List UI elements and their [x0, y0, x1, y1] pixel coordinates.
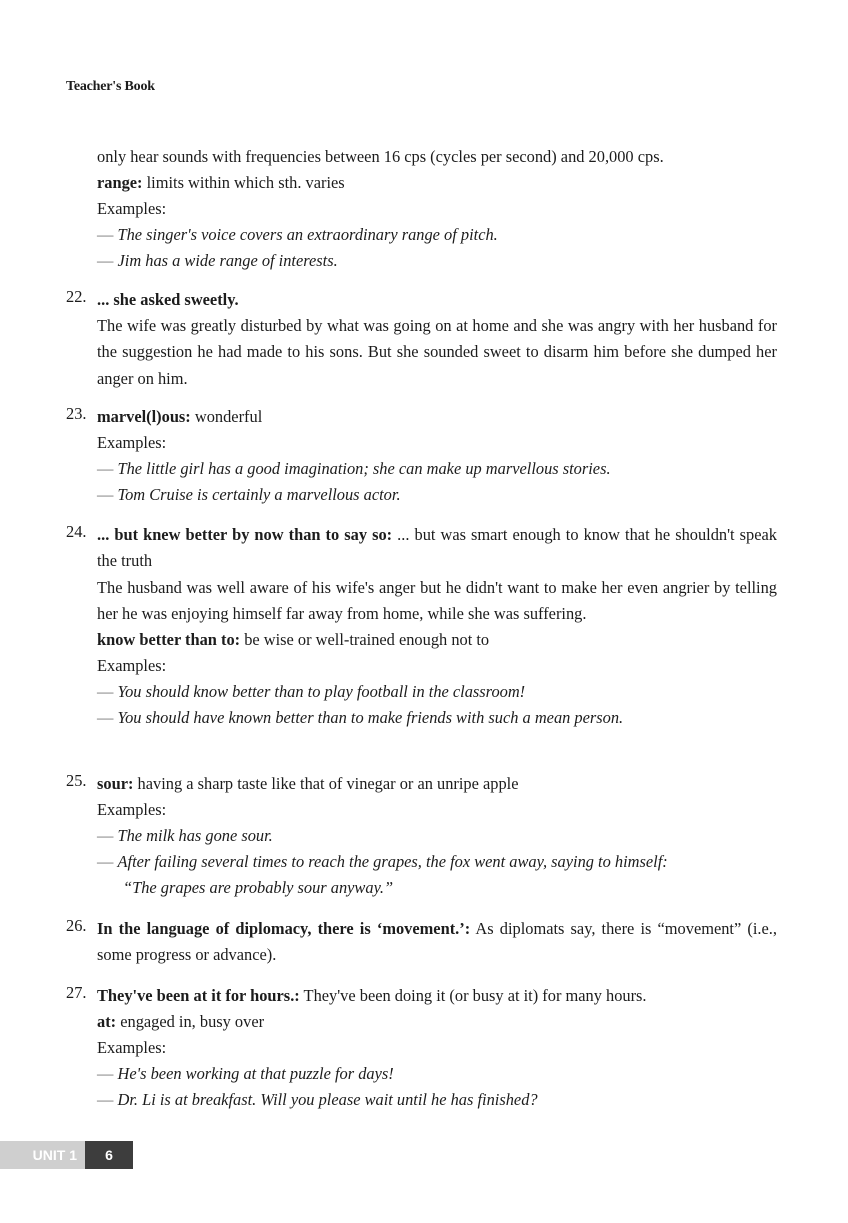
- definition: be wise or well-trained enough not to: [240, 630, 490, 650]
- item-number: 23.: [66, 404, 87, 423]
- term: They've been at it for hours.:: [97, 986, 300, 1005]
- examples-label: Examples:: [97, 656, 167, 676]
- definition-line: [97, 771, 777, 797]
- note-item-22: [66, 287, 777, 392]
- term: ... but knew better by now than to say so:: [97, 525, 393, 544]
- example-line: [97, 248, 777, 274]
- item-number: 26.: [66, 916, 87, 935]
- definition-paragraph: [97, 916, 777, 969]
- dash-icon: —: [97, 225, 118, 244]
- example-line: [97, 1061, 777, 1087]
- example-line: [97, 679, 777, 705]
- item-number: 24.: [66, 522, 87, 541]
- dash-icon: —: [97, 251, 118, 270]
- definition-line: [97, 983, 777, 1009]
- examples-label: Examples:: [97, 199, 167, 218]
- definition-paragraph: [97, 522, 777, 575]
- definition: wonderful: [190, 407, 263, 426]
- example-line: [97, 849, 777, 875]
- term: at:: [97, 1012, 117, 1031]
- examples-label: Examples:: [97, 1038, 167, 1057]
- example-text: After failing several times to reach the grapes, the fox went away, saying to himself:: [117, 852, 668, 871]
- example-text: You should have known better than to make friends with such a mean person.: [117, 708, 624, 728]
- dash-icon: —: [97, 852, 118, 871]
- example-text: You should know better than to play football in the classroom!: [117, 682, 526, 702]
- example-text: Jim has a wide range of interests.: [117, 251, 338, 270]
- explanation-paragraph: The wife was greatly disturbed by what was going on at home and she was angry with her husband for the suggestion he had made to his sons. But she sounded sweet to disarm him before she dumped her anger on him.: [97, 316, 777, 388]
- example-text: Tom Cruise is certainly a marvellous actor.: [117, 485, 401, 504]
- example-text: Dr. Li is at breakfast. Will you please wait until he has finished?: [117, 1090, 538, 1109]
- examples-label: Examples:: [97, 800, 167, 819]
- term-range: range:: [97, 173, 143, 192]
- definition-line: [97, 170, 777, 196]
- explanation-paragraph: The husband was well aware of his wife's anger but he didn't want to make her even angrier by telling her he was enjoying himself far away from home, while she was suffering.: [97, 577, 777, 623]
- definition: ... but was smart enough to know that he shouldn't speak the truth: [97, 525, 777, 571]
- intro-section: [97, 144, 777, 274]
- dash-icon: —: [97, 485, 118, 504]
- definition-line: [97, 404, 777, 430]
- note-item-23: [66, 404, 777, 508]
- example-line: [97, 456, 777, 482]
- examples-label: Examples:: [97, 433, 167, 452]
- example-line: [97, 1087, 777, 1113]
- example-line: [97, 823, 777, 849]
- dash-icon: —: [97, 682, 118, 702]
- definition-line: [97, 627, 777, 653]
- definition: limits within which sth. varies: [142, 173, 345, 192]
- intro-line: only hear sounds with frequencies between 16 cps (cycles per second) and 20,000 cps.: [97, 147, 664, 166]
- note-item-25: [66, 771, 777, 901]
- running-header: Teacher's Book: [66, 79, 155, 94]
- term: sour:: [97, 774, 134, 793]
- term-line: ... she asked sweetly.: [97, 290, 239, 309]
- example-text: The little girl has a good imagination; she can make up marvellous stories.: [117, 459, 611, 478]
- term: marvel(l)ous:: [97, 407, 191, 426]
- example-line-continued: “The grapes are probably sour anyway.”: [123, 878, 394, 897]
- dash-icon: —: [97, 459, 118, 478]
- item-number: 25.: [66, 771, 87, 790]
- note-item-27: [66, 983, 777, 1113]
- term: know better than to:: [97, 630, 241, 650]
- note-item-24: [66, 522, 777, 731]
- example-line: [97, 222, 777, 248]
- dash-icon: —: [97, 1064, 118, 1083]
- example-text: He's been working at that puzzle for days!: [117, 1064, 394, 1083]
- dash-icon: —: [97, 708, 118, 728]
- definition: As diplomats say, there is “movement” (i.e., some progress or advance).: [97, 919, 777, 965]
- definition: They've been doing it (or busy at it) for many hours.: [299, 986, 647, 1005]
- item-number: 22.: [66, 287, 87, 306]
- definition: engaged in, busy over: [116, 1012, 265, 1031]
- example-text: The singer's voice covers an extraordinary range of pitch.: [117, 225, 498, 244]
- term: In the language of diplomacy, there is ‘movement.’:: [97, 919, 471, 938]
- example-text: The milk has gone sour.: [117, 826, 273, 845]
- example-line: [97, 482, 777, 508]
- page-number: 6: [85, 1141, 133, 1169]
- item-number: 27.: [66, 983, 87, 1002]
- dash-icon: —: [97, 1090, 118, 1109]
- dash-icon: —: [97, 826, 118, 845]
- unit-label: UNIT 1: [0, 1141, 85, 1169]
- example-line: [97, 705, 777, 731]
- definition-line: [97, 1009, 777, 1035]
- note-item-26: [66, 916, 777, 969]
- page-footer: [0, 1141, 133, 1169]
- definition: having a sharp taste like that of vinegar or an unripe apple: [133, 774, 519, 793]
